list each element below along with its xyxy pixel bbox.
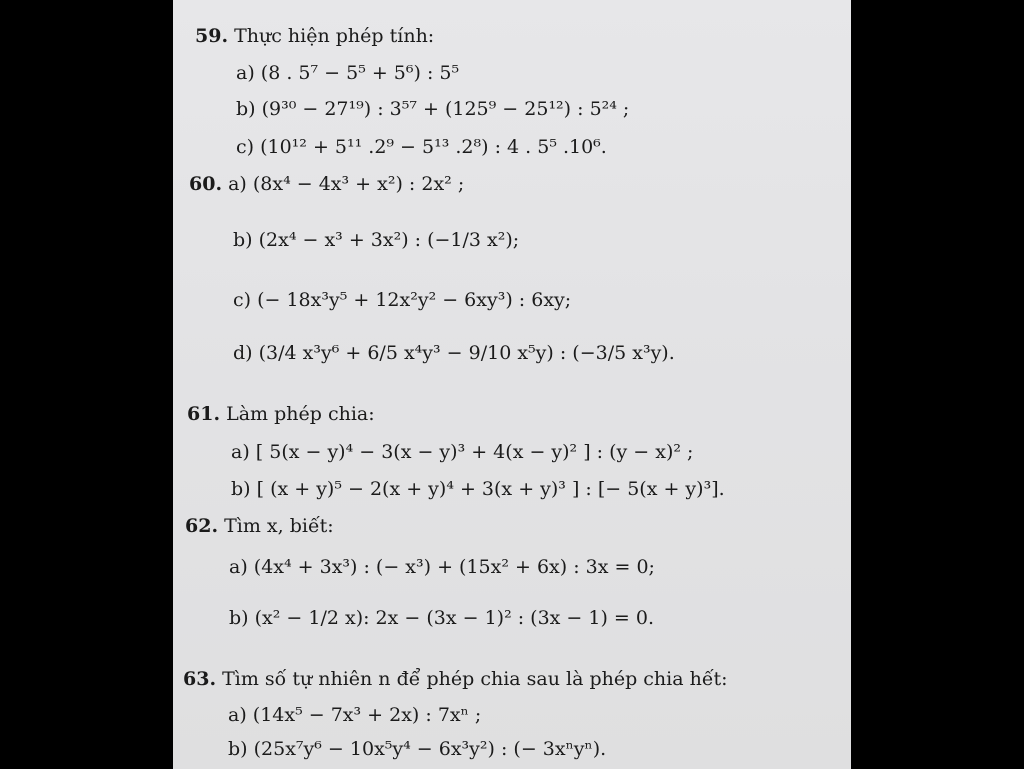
problem-61b: b) [ (x + y)⁵ − 2(x + y)⁴ + 3(x + y)³ ] : [− 5(x + y)³]. [231,478,725,500]
problem-59c: c) (10¹² + 5¹¹ .2⁹ − 5¹³ .2⁸) : 4 . 5⁵ .10⁶. [236,136,607,158]
problem-59a: a) (8 . 5⁷ − 5⁵ + 5⁶) : 5⁵ [236,62,460,84]
problem-60b: b) (2x⁴ − x³ + 3x²) : (−1/3 x²); [233,229,520,251]
problem-title: Thực hiện phép tính: [234,25,435,47]
textbook-page [173,0,851,769]
problem-60a: a) (8x⁴ − 4x³ + x²) : 2x² ; [228,173,465,195]
problem-61a: a) [ 5(x − y)⁴ − 3(x − y)³ + 4(x − y)² ] : (y − x)² ; [231,441,694,463]
problem-number: 60. [189,173,223,195]
problem-63b: b) (25x⁷y⁶ − 10x⁵y⁴ − 6x³y²) : (− 3xⁿyⁿ). [228,738,607,760]
problem-62b: b) (x² − 1/2 x): 2x − (3x − 1)² : (3x − 1) = 0. [229,607,655,629]
problem-number: 61. [187,403,221,425]
problem-number: 62. [185,515,219,537]
problem-title: Tìm số tự nhiên n để phép chia sau là phép chia hết: [222,668,728,690]
problem-number: 63. [183,668,217,690]
problem-title: Làm phép chia: [226,403,375,425]
problem-60d: d) (3/4 x³y⁶ + 6/5 x⁴y³ − 9/10 x⁵y) : (−3/5 x³y). [233,342,675,364]
problem-62-heading [185,514,334,538]
problem-59b: b) (9³⁰ − 27¹⁹) : 3⁵⁷ + (125⁹ − 25¹²) : 5²⁴ ; [236,98,630,120]
problem-59-heading [195,24,434,48]
problem-60c: c) (− 18x³y⁵ + 12x²y² − 6xy³) : 6xy; [233,289,572,311]
problem-61-heading [187,402,375,426]
problem-number: 59. [195,25,229,47]
problem-63-heading [183,667,728,691]
problem-63a: a) (14x⁵ − 7x³ + 2x) : 7xⁿ ; [228,704,482,726]
problem-62a: a) (4x⁴ + 3x³) : (− x³) + (15x² + 6x) : 3x = 0; [229,556,655,578]
problem-60-heading [189,172,464,196]
problem-title: Tìm x, biết: [224,515,334,537]
